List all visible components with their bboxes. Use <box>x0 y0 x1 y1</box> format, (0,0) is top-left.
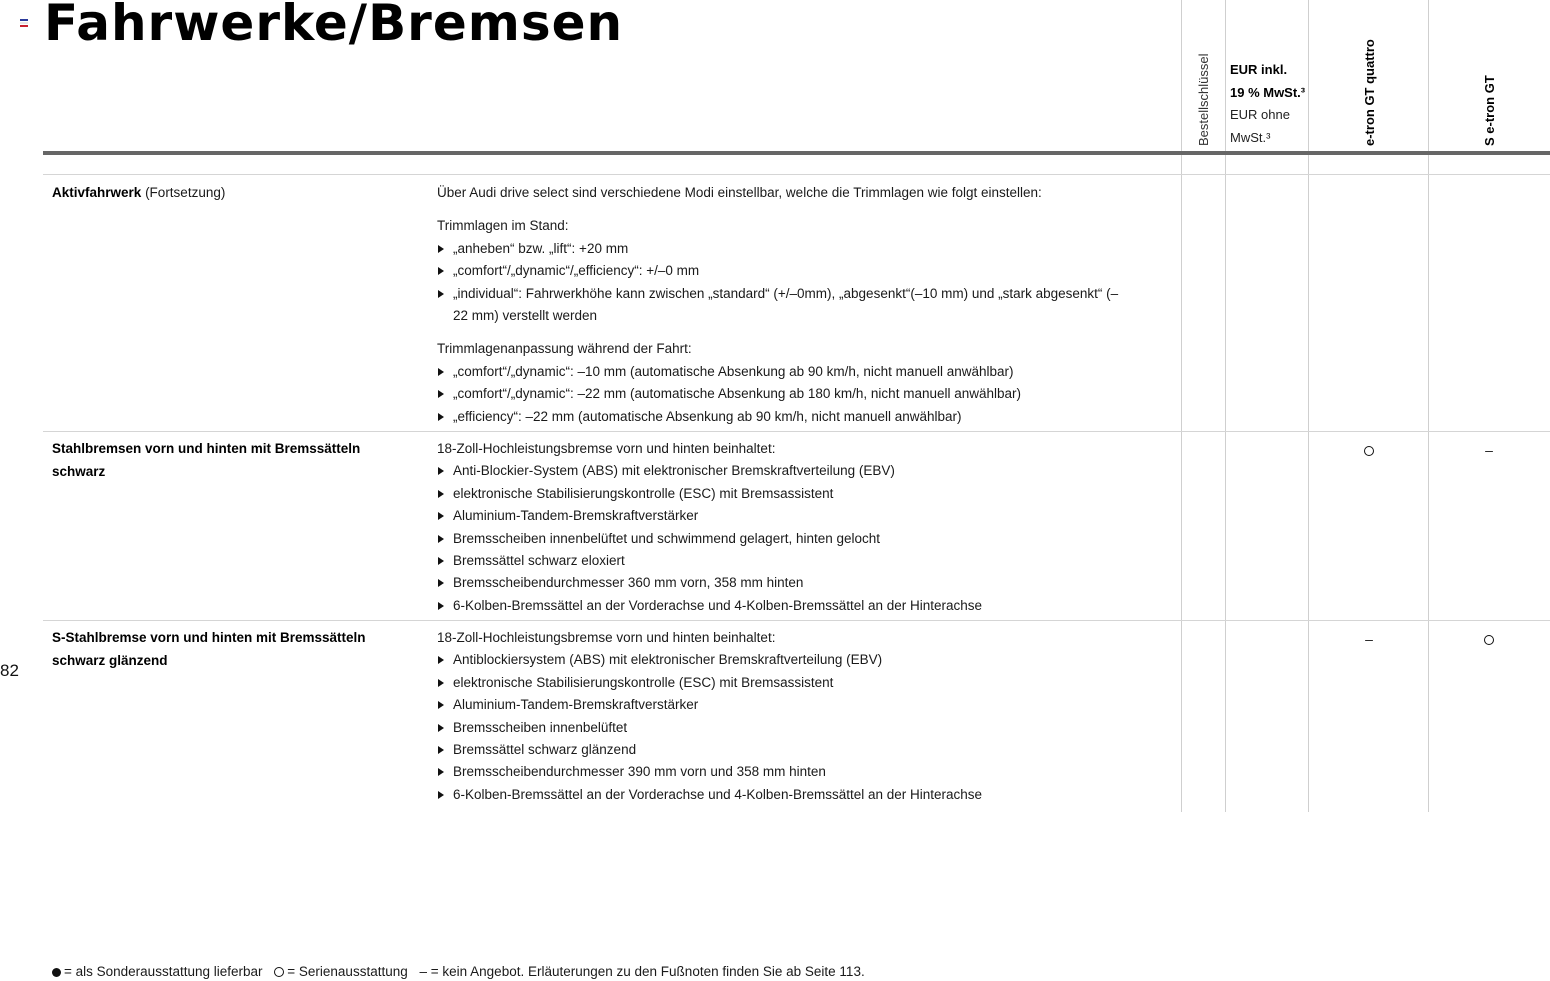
description-intro: Über Audi drive select sind verschiedene Modi einstellbar, welche die Trimmlagen wie folgt einstellen: <box>437 185 1042 200</box>
price-gross-label: EUR inkl. <box>1230 62 1288 77</box>
list-item: elektronische Stabilisierungskontrolle (ESC) mit Bremsassistent <box>437 483 1167 505</box>
legend-none: – = kein Angebot. Erläuterungen zu den Fußnoten finden Sie ab Seite 113. <box>419 964 865 979</box>
header-divider <box>43 151 1550 155</box>
list-item: Bremsscheiben innenbelüftet <box>437 717 1167 739</box>
column-divider <box>1428 0 1429 812</box>
row-label-s-stahlbremse <box>52 627 412 672</box>
legend-standard: = Serienausstattung <box>287 964 408 979</box>
page-title: Fahrwerke/Bremsen <box>44 0 624 52</box>
price-net-label: EUR ohne <box>1230 107 1290 122</box>
legend-optional: = als Sonderausstattung lieferbar <box>64 964 263 979</box>
list-item: Bremsscheiben innenbelüftet und schwimmend gelagert, hinten gelocht <box>437 528 1167 550</box>
list-item: Bremssättel schwarz eloxiert <box>437 550 1167 572</box>
row-name-line-2: schwarz <box>52 463 106 479</box>
availability-model-2: – <box>1485 442 1493 458</box>
column-header-price <box>1230 59 1305 149</box>
description-subheading: Trimmlagen im Stand: <box>437 218 569 234</box>
list-item: „individual“: Fahrwerkhöhe kann zwischen „standard“ (+/–0mm), „abgesenkt“(–10 mm) und „stark abgesenkt“ (–22 mm) verstellt werden <box>437 283 1133 328</box>
list-item: 6-Kolben-Bremssättel an der Vorderachse und 4-Kolben-Bremssättel an der Hinterachse <box>437 595 1167 617</box>
row-name-line-1: Stahlbremsen vorn und hinten mit Bremssätteln <box>52 441 361 456</box>
column-header-model-2: S e-tron GT <box>1482 75 1497 146</box>
flag-icon <box>20 19 28 28</box>
row-name-line-1: S-Stahlbremse vorn und hinten mit Bremssätteln <box>52 630 366 645</box>
availability-model-1: – <box>1365 631 1373 647</box>
column-divider <box>1181 0 1182 812</box>
list-item: Aluminium-Tandem-Bremskraftverstärker <box>437 694 1167 716</box>
standard-circle-icon <box>1484 635 1494 645</box>
column-divider <box>1308 0 1309 812</box>
description-intro: 18-Zoll-Hochleistungsbremse vorn und hinten beinhaltet: <box>437 630 776 645</box>
list-item: „comfort“/„dynamic“: –10 mm (automatische Absenkung ab 90 km/h, nicht manuell anwählbar) <box>437 361 1167 383</box>
open-circle-icon <box>274 967 284 977</box>
list-item: „efficiency“: –22 mm (automatische Absenkung ab 90 km/h, nicht manuell anwählbar) <box>437 406 1167 428</box>
standard-circle-icon <box>1364 446 1374 456</box>
list-item: Antiblockiersystem (ABS) mit elektronischer Bremskraftverteilung (EBV) <box>437 649 1167 671</box>
feature-list <box>437 460 1167 617</box>
list-item: Aluminium-Tandem-Bremskraftverstärker <box>437 505 1167 527</box>
row-description-aktivfahrwerk <box>437 182 1167 428</box>
price-net-label-2: MwSt.³ <box>1230 129 1271 145</box>
list-item: elektronische Stabilisierungskontrolle (ESC) mit Bremsassistent <box>437 672 1167 694</box>
feature-list <box>437 238 1167 328</box>
filled-circle-icon <box>52 968 61 977</box>
row-label-aktivfahrwerk <box>52 182 412 205</box>
column-header-model-1: e-tron GT quattro <box>1362 39 1377 146</box>
list-item: „anheben“ bzw. „lift“: +20 mm <box>437 238 1167 260</box>
page-number: 82 <box>0 661 19 680</box>
column-divider <box>1225 0 1226 812</box>
list-item: 6-Kolben-Bremssättel an der Vorderachse und 4-Kolben-Bremssättel an der Hinterachse <box>437 784 1167 806</box>
legend <box>52 964 865 979</box>
row-description-stahlbremsen <box>437 438 1167 617</box>
list-item: „comfort“/„dynamic“: –22 mm (automatische Absenkung ab 180 km/h, nicht manuell anwählbar) <box>437 383 1167 405</box>
row-divider <box>43 620 1550 621</box>
row-divider <box>43 431 1550 432</box>
list-item: Bremsscheibendurchmesser 390 mm vorn und 358 mm hinten <box>437 761 1167 783</box>
row-name-suffix: (Fortsetzung) <box>145 185 226 200</box>
row-label-stahlbremsen <box>52 438 412 483</box>
feature-list <box>437 649 1167 806</box>
row-divider <box>43 174 1550 175</box>
availability-model-1 <box>1349 442 1389 458</box>
column-header-order-key: Bestellschlüssel <box>1196 53 1211 146</box>
list-item: Anti-Blockier-System (ABS) mit elektronischer Bremskraftverteilung (EBV) <box>437 460 1167 482</box>
row-description-s-stahlbremse <box>437 627 1167 806</box>
price-gross-label-2: 19 % MwSt.³ <box>1230 84 1306 100</box>
list-item: „comfort“/„dynamic“/„efficiency“: +/–0 mm <box>437 260 1167 282</box>
row-name: Aktivfahrwerk <box>52 185 142 200</box>
feature-list <box>437 361 1167 428</box>
availability-model-2 <box>1469 631 1509 647</box>
row-name-line-2: schwarz glänzend <box>52 652 168 668</box>
description-intro: 18-Zoll-Hochleistungsbremse vorn und hinten beinhaltet: <box>437 441 776 456</box>
description-subheading: Trimmlagenanpassung während der Fahrt: <box>437 341 692 357</box>
list-item: Bremssättel schwarz glänzend <box>437 739 1167 761</box>
list-item: Bremsscheibendurchmesser 360 mm vorn, 358 mm hinten <box>437 572 1167 594</box>
